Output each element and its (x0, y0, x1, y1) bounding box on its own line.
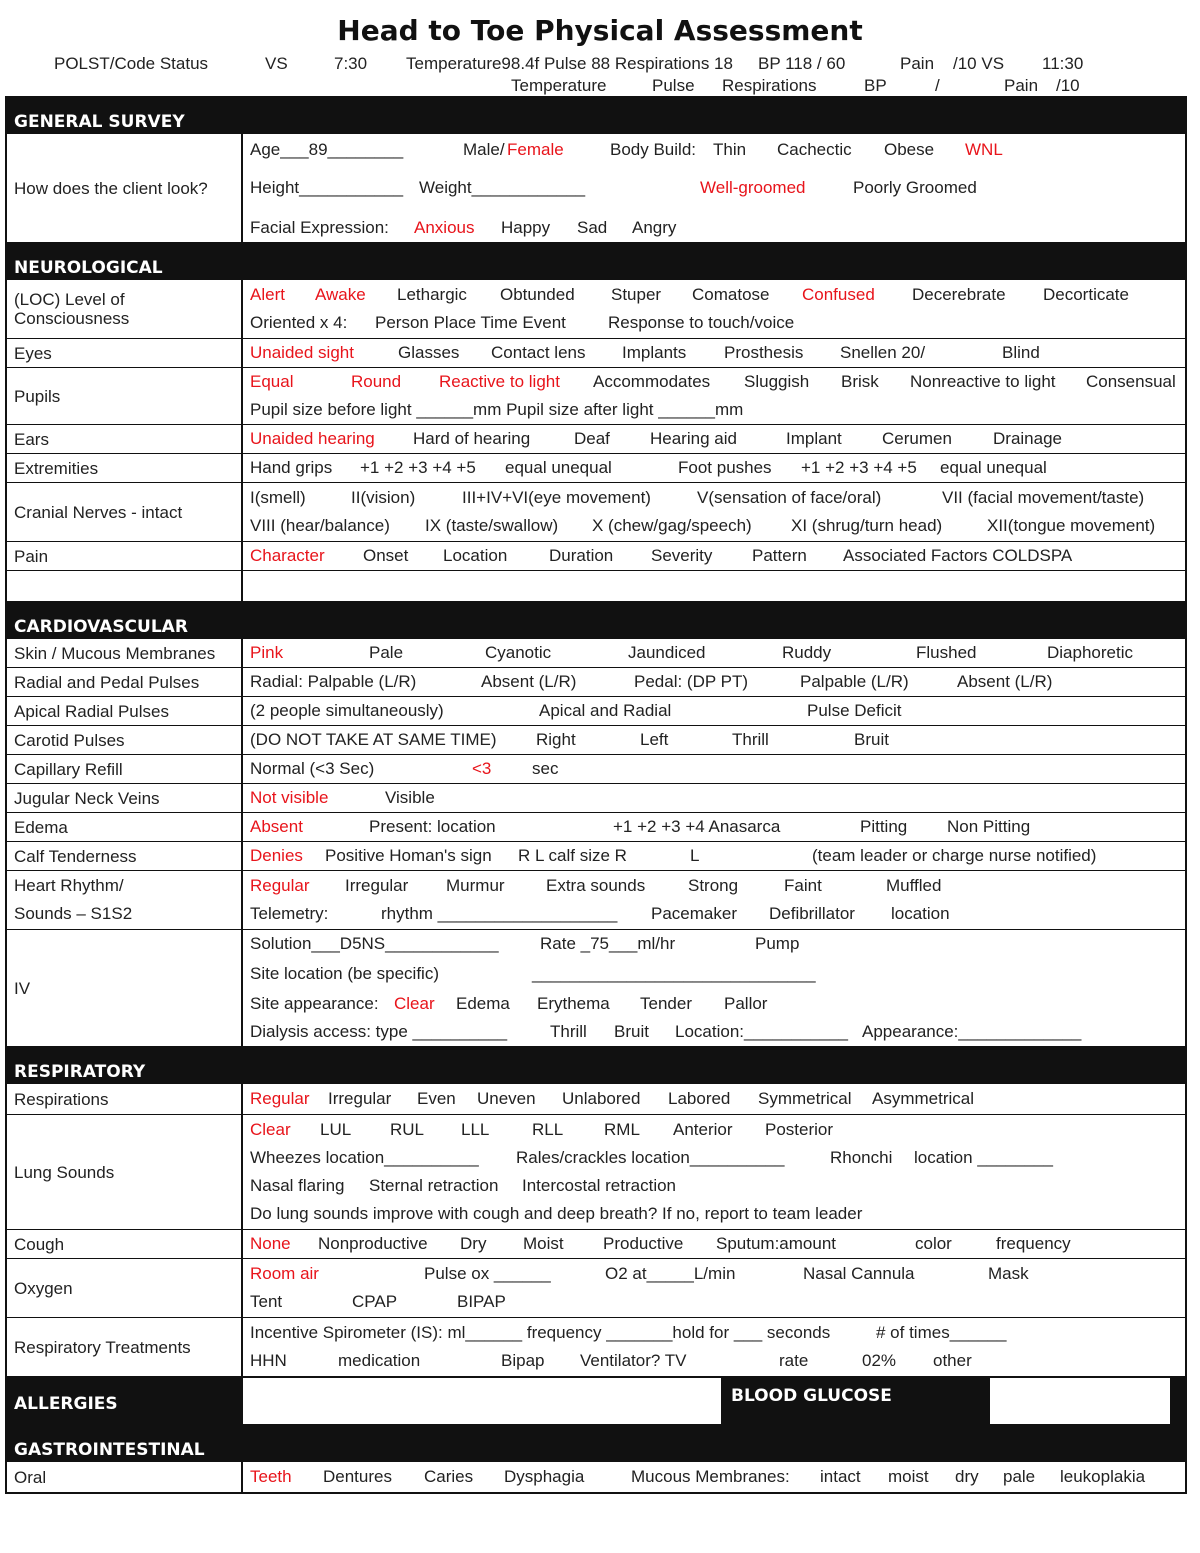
rul-option[interactable]: RUL (390, 1120, 425, 1139)
times-field[interactable]: # of times______ (876, 1323, 1007, 1342)
row-lung-sounds (7, 1114, 1185, 1229)
labored-option[interactable]: Labored (668, 1089, 731, 1108)
row-pupils (7, 367, 1185, 424)
awake-option[interactable]: Awake (315, 285, 366, 304)
cyanotic-option[interactable]: Cyanotic (485, 643, 552, 662)
radial-palpable-option[interactable]: Radial: Palpable (L/R) (250, 672, 417, 691)
ventilator-tv-field[interactable]: Ventilator? TV (580, 1351, 687, 1370)
pitting-option[interactable]: Pitting (860, 817, 908, 836)
incentive-spirometer-field[interactable]: Incentive Spirometer (IS): ml______ frequency _______hold for ___ seconds (250, 1323, 831, 1342)
symmetrical-option[interactable]: Symmetrical (758, 1089, 852, 1108)
nonproductive-option[interactable]: Nonproductive (318, 1234, 428, 1253)
row-capillary (7, 754, 1185, 783)
temp-label-2: Temperature (511, 76, 607, 95)
moist-option[interactable]: Moist (523, 1234, 564, 1253)
dysphagia-option[interactable]: Dysphagia (504, 1467, 585, 1486)
row-calf (7, 841, 1185, 870)
regular-rhythm-option[interactable]: Regular (250, 876, 310, 895)
mucous-membranes-label: Mucous Membranes: (631, 1467, 790, 1486)
cn-ix-option[interactable]: IX (taste/swallow) (425, 516, 559, 535)
cn-viii-option[interactable]: VIII (hear/balance) (250, 516, 390, 535)
cn-v-option[interactable]: V(sensation of face/oral) (697, 488, 882, 507)
female-option[interactable]: Female (507, 140, 564, 159)
medication-option[interactable]: medication (338, 1351, 421, 1370)
pump-option[interactable]: Pump (755, 934, 800, 953)
poorly-groomed-option[interactable]: Poorly Groomed (853, 178, 977, 197)
bp-value: BP 118 / 60 (758, 54, 846, 73)
cn-xii-option[interactable]: XII(tongue movement) (987, 516, 1156, 535)
productive-option[interactable]: Productive (603, 1234, 684, 1253)
row-iv (7, 929, 1185, 1046)
room-air-option[interactable]: Room air (250, 1264, 319, 1283)
severity-option[interactable]: Severity (651, 546, 713, 565)
cn-vii-option[interactable]: VII (facial movement/taste) (942, 488, 1145, 507)
apical-note: (2 people simultaneously) (250, 701, 444, 720)
row-label: Eyes (7, 339, 243, 367)
facial-expression-label: Facial Expression: (250, 218, 389, 237)
asymmetrical-option[interactable]: Asymmetrical (872, 1089, 975, 1108)
comatose-option[interactable]: Comatose (692, 285, 770, 304)
row-ears (7, 424, 1185, 453)
clear-option[interactable]: Clear (394, 994, 435, 1013)
row-label: Calf Tenderness (7, 842, 243, 870)
cpap-option[interactable]: CPAP (352, 1292, 398, 1311)
lul-option[interactable]: LUL (320, 1120, 352, 1139)
sad-option[interactable]: Sad (577, 218, 608, 237)
row-skin (7, 639, 1185, 667)
decorticate-option[interactable]: Decorticate (1043, 285, 1129, 304)
pale-oral-option[interactable]: pale (1003, 1467, 1036, 1486)
notified-note: (team leader or charge nurse notified) (812, 846, 1097, 865)
o2-rate-field[interactable]: O2 at_____L/min (605, 1264, 736, 1283)
row-cranial-nerves (7, 482, 1185, 541)
round-option[interactable]: Round (351, 372, 402, 391)
unlabored-option[interactable]: Unlabored (562, 1089, 641, 1108)
row-carotid (7, 725, 1185, 754)
location-option[interactable]: Location (443, 546, 508, 565)
extra-sounds-option[interactable]: Extra sounds (546, 876, 646, 895)
radial-absent-option[interactable]: Absent (L/R) (481, 672, 577, 691)
implant-option[interactable]: Implant (786, 429, 842, 448)
lll-option[interactable]: LLL (461, 1120, 490, 1139)
cerumen-option[interactable]: Cerumen (882, 429, 952, 448)
section-blood-glucose: BLOOD GLUCOSE (731, 1386, 892, 1406)
tender-option[interactable]: Tender (640, 994, 692, 1013)
pink-option[interactable]: Pink (250, 643, 284, 662)
telemetry-label: Telemetry: (250, 904, 329, 923)
pattern-option[interactable]: Pattern (752, 546, 807, 565)
ruddy-option[interactable]: Ruddy (782, 643, 832, 662)
vs-label: VS (265, 54, 288, 73)
sputum-color-field[interactable]: color (915, 1234, 952, 1253)
drainage-option[interactable]: Drainage (993, 429, 1062, 448)
muffled-option[interactable]: Muffled (886, 876, 942, 895)
decerebrate-option[interactable]: Decerebrate (912, 285, 1006, 304)
duration-option[interactable]: Duration (549, 546, 614, 565)
deaf-option[interactable]: Deaf (574, 429, 610, 448)
orientation-options[interactable]: Person Place Time Event (375, 313, 566, 332)
carotid-note: (DO NOT TAKE AT SAME TIME) (250, 730, 497, 749)
calf-size-left[interactable]: L (690, 846, 700, 865)
wnl-option[interactable]: WNL (965, 140, 1003, 159)
pain-scale-vs: /10 VS (953, 54, 1005, 73)
stuper-option[interactable]: Stuper (611, 285, 662, 304)
iv-rate-field[interactable]: Rate _75___ml/hr (540, 934, 676, 953)
row-label: Respirations (7, 1084, 243, 1114)
pale-option[interactable]: Pale (369, 643, 404, 662)
implants-option[interactable]: Implants (622, 343, 687, 362)
blank-cell[interactable] (243, 571, 1185, 601)
dentures-option[interactable]: Dentures (323, 1467, 392, 1486)
row-label: Apical Radial Pulses (7, 697, 243, 725)
even-option[interactable]: Even (417, 1089, 456, 1108)
unaided-hearing-option[interactable]: Unaided hearing (250, 429, 375, 448)
clear-lung-option[interactable]: Clear (250, 1120, 291, 1139)
resp-label-2: Respirations (722, 76, 817, 95)
polst-label: POLST/Code Status (54, 54, 209, 73)
blind-option[interactable]: Blind (1002, 343, 1040, 362)
height-field[interactable]: Height___________ (250, 178, 404, 197)
tent-option[interactable]: Tent (250, 1292, 283, 1311)
blood-glucose-field[interactable] (990, 1378, 1170, 1424)
site-appearance-label: Site appearance: (250, 994, 379, 1013)
pallor-option[interactable]: Pallor (724, 994, 768, 1013)
happy-option[interactable]: Happy (501, 218, 551, 237)
pedal-palpable-option[interactable]: Palpable (L/R) (800, 672, 909, 691)
row-label: Extremities (7, 454, 243, 482)
associated-factors-option[interactable]: Associated Factors COLDSPA (843, 546, 1073, 565)
obese-option[interactable]: Obese (884, 140, 935, 159)
pain-scale-2: /10 (1056, 76, 1080, 95)
row-label: Pain (7, 542, 243, 570)
uneven-option[interactable]: Uneven (477, 1089, 536, 1108)
unaided-sight-option[interactable]: Unaided sight (250, 343, 354, 362)
accommodates-option[interactable]: Accommodates (593, 372, 711, 391)
row-label: Cranial Nerves - intact (7, 483, 243, 541)
teeth-option[interactable]: Teeth (250, 1467, 292, 1486)
vital-signs-header (0, 54, 1200, 94)
dry-option[interactable]: Dry (460, 1234, 487, 1253)
cachectic-option[interactable]: Cachectic (777, 140, 852, 159)
row-jugular (7, 783, 1185, 812)
intact-option[interactable]: intact (820, 1467, 861, 1486)
dialysis-type-field[interactable]: Dialysis access: type __________ (250, 1022, 508, 1041)
moist-oral-option[interactable]: moist (888, 1467, 929, 1486)
response-option[interactable]: Response to touch/voice (608, 313, 795, 332)
row-label: (LOC) Level of Consciousness (7, 280, 243, 338)
row-pain (7, 541, 1185, 570)
hard-of-hearing-option[interactable]: Hard of hearing (413, 429, 531, 448)
cn-i-option[interactable]: I(smell) (250, 488, 306, 507)
none-option[interactable]: None (250, 1234, 291, 1253)
row-edema (7, 812, 1185, 841)
intercostal-retraction-option[interactable]: Intercostal retraction (522, 1176, 677, 1195)
left-option[interactable]: Left (640, 730, 669, 749)
cough-improve-question: Do lung sounds improve with cough and deep breath? If no, report to team leader (250, 1204, 863, 1223)
male-option[interactable]: Male/ (463, 140, 505, 159)
allergies-field[interactable] (243, 1378, 721, 1424)
pedal-absent-option[interactable]: Absent (L/R) (957, 672, 1053, 691)
section-general-survey: GENERAL SURVEY (7, 96, 1185, 134)
calf-size-field[interactable]: R L calf size R (518, 846, 627, 865)
reactive-option[interactable]: Reactive to light (439, 372, 560, 391)
row-respirations (7, 1084, 1185, 1114)
non-pitting-option[interactable]: Non Pitting (947, 817, 1031, 836)
row-heart (7, 870, 1185, 929)
erythema-option[interactable]: Erythema (537, 994, 610, 1013)
wheezes-field[interactable]: Wheezes location__________ (250, 1148, 479, 1167)
posterior-option[interactable]: Posterior (765, 1120, 834, 1139)
row-eyes (7, 338, 1185, 367)
row-allergies-glucose (7, 1376, 1185, 1426)
row-label: Capillary Refill (7, 755, 243, 783)
mask-option[interactable]: Mask (988, 1264, 1029, 1283)
sec-label: sec (532, 759, 559, 778)
anxious-option[interactable]: Anxious (414, 218, 475, 237)
edema-scale[interactable]: +1 +2 +3 +4 Anasarca (613, 817, 781, 836)
pulse-label-2: Pulse (652, 76, 695, 95)
section-neurological: NEUROLOGICAL (7, 242, 1185, 280)
vs-time-2: 11:30 (1042, 54, 1084, 73)
sputum-amount-field[interactable]: Sputum:amount (716, 1234, 837, 1253)
row-general (7, 134, 1185, 242)
bp-label-2: BP (864, 76, 887, 95)
onset-option[interactable]: Onset (363, 546, 409, 565)
pupil-size-field[interactable]: Pupil size before light ______mm Pupil size after light ______mm (250, 400, 744, 419)
snellen-field[interactable]: Snellen 20/ (840, 343, 926, 362)
homans-sign-option[interactable]: Positive Homan's sign (325, 846, 492, 865)
weight-field[interactable]: Weight____________ (419, 178, 586, 197)
rll-option[interactable]: RLL (532, 1120, 564, 1139)
section-cardiovascular: CARDIOVASCULAR (7, 601, 1185, 639)
well-groomed-option[interactable]: Well-groomed (700, 178, 806, 197)
strong-option[interactable]: Strong (688, 876, 739, 895)
row-label: Carotid Pulses (7, 726, 243, 754)
row-label: Edema (7, 813, 243, 841)
rales-field[interactable]: Rales/crackles location__________ (516, 1148, 785, 1167)
denies-option[interactable]: Denies (250, 846, 303, 865)
section-gastrointestinal: GASTROINTESTINAL (7, 1426, 1185, 1462)
refill-value[interactable]: <3 (472, 759, 492, 778)
defibrillator-option[interactable]: Defibrillator (769, 904, 855, 923)
hearing-aid-option[interactable]: Hearing aid (650, 429, 737, 448)
pulse-ox-field[interactable]: Pulse ox ______ (424, 1264, 551, 1283)
rhonchi-location-field[interactable]: location ________ (914, 1148, 1053, 1167)
row-label: IV (7, 930, 243, 1046)
bipap-treat-option[interactable]: Bipap (501, 1351, 545, 1370)
leukoplakia-option[interactable]: leukoplakia (1060, 1467, 1146, 1486)
confused-option[interactable]: Confused (802, 285, 875, 304)
row-label: How does the client look? (7, 134, 243, 242)
site-location-field[interactable]: ______________________________ (532, 964, 816, 983)
nasal-cannula-option[interactable]: Nasal Cannula (803, 1264, 915, 1283)
oriented-label: Oriented x 4: (250, 313, 348, 332)
contact-lens-option[interactable]: Contact lens (491, 343, 586, 362)
caries-option[interactable]: Caries (424, 1467, 474, 1486)
blank-label (7, 571, 243, 601)
nasal-flaring-option[interactable]: Nasal flaring (250, 1176, 345, 1195)
pedal-label: Pedal: (DP PT) (634, 672, 749, 691)
visible-option[interactable]: Visible (385, 788, 435, 807)
consensual-option[interactable]: Consensual (1086, 372, 1176, 391)
heart-label-1: Heart Rhythm/ (14, 876, 124, 895)
foot-equal-option[interactable]: equal unequal (940, 458, 1047, 477)
hand-grip-scale[interactable]: +1 +2 +3 +4 +5 (360, 458, 476, 477)
cn-iii-iv-vi-option[interactable]: III+IV+VI(eye movement) (462, 488, 651, 507)
dialysis-location-field[interactable]: Location:___________ (675, 1022, 848, 1041)
apical-radial-option[interactable]: Apical and Radial (539, 701, 672, 720)
row-label: Skin / Mucous Membranes (7, 639, 243, 667)
row-cough (7, 1229, 1185, 1258)
row-oxygen (7, 1258, 1185, 1317)
row-radial-pedal (7, 667, 1185, 696)
cn-xi-option[interactable]: XI (shrug/turn head) (791, 516, 943, 535)
row-oral (7, 1462, 1185, 1492)
dialysis-bruit-option[interactable]: Bruit (614, 1022, 649, 1041)
dialysis-appearance-field[interactable]: Appearance:_____________ (862, 1022, 1082, 1041)
sputum-frequency-field[interactable]: frequency (996, 1234, 1071, 1253)
row-label: Respiratory Treatments (7, 1318, 243, 1376)
heart-label-2: Sounds – S1S2 (14, 904, 133, 923)
diaphoretic-option[interactable]: Diaphoretic (1047, 643, 1133, 662)
age-field[interactable]: Age___89________ (250, 140, 404, 159)
row-label (7, 871, 243, 929)
faint-option[interactable]: Faint (784, 876, 822, 895)
device-location-option[interactable]: location (891, 904, 950, 923)
alert-option[interactable]: Alert (250, 285, 285, 304)
flushed-option[interactable]: Flushed (916, 643, 977, 662)
foot-pushes-label: Foot pushes (678, 458, 772, 477)
row-label: Oxygen (7, 1259, 243, 1317)
sluggish-option[interactable]: Sluggish (744, 372, 810, 391)
thrill-option[interactable]: Thrill (732, 730, 769, 749)
row-label: Oral (7, 1462, 243, 1492)
row-blank (7, 570, 1185, 601)
lethargic-option[interactable]: Lethargic (397, 285, 467, 304)
row-label: Lung Sounds (7, 1115, 243, 1229)
irregular-rhythm-option[interactable]: Irregular (345, 876, 409, 895)
thin-option[interactable]: Thin (713, 140, 747, 159)
not-visible-option[interactable]: Not visible (250, 788, 329, 807)
glasses-option[interactable]: Glasses (398, 343, 460, 362)
section-respiratory: RESPIRATORY (7, 1046, 1185, 1084)
pacemaker-option[interactable]: Pacemaker (651, 904, 737, 923)
dry-oral-option[interactable]: dry (955, 1467, 979, 1486)
site-location-label: Site location (be specific) (250, 964, 439, 983)
edema-iv-option[interactable]: Edema (456, 994, 510, 1013)
other-field[interactable]: other (933, 1351, 972, 1370)
rhythm-field[interactable]: rhythm ___________________ (381, 904, 618, 923)
brisk-option[interactable]: Brisk (841, 372, 879, 391)
vs-values-1: Temperature98.4f Pulse 88 Respirations 18 (406, 54, 733, 73)
foot-push-scale[interactable]: +1 +2 +3 +4 +5 (801, 458, 917, 477)
character-option[interactable]: Character (250, 546, 325, 565)
pain-label: Pain (900, 54, 935, 73)
irregular-resp-option[interactable]: Irregular (328, 1089, 392, 1108)
page-title: Head to Toe Physical Assessment (337, 14, 863, 47)
hhn-option[interactable]: HHN (250, 1351, 287, 1370)
iv-solution-field[interactable]: Solution___D5NS____________ (250, 934, 499, 953)
hand-equal-option[interactable]: equal unequal (505, 458, 612, 477)
prosthesis-option[interactable]: Prosthesis (724, 343, 804, 362)
right-option[interactable]: Right (536, 730, 576, 749)
nonreactive-option[interactable]: Nonreactive to light (910, 372, 1056, 391)
bp-slash-2: / (935, 76, 940, 95)
row-label: Pupils (7, 368, 243, 424)
body-build-label: Body Build: (610, 140, 696, 159)
row-resp-treatments (7, 1317, 1185, 1376)
vs-time-1: 7:30 (334, 54, 368, 73)
rhonchi-option[interactable]: Rhonchi (830, 1148, 893, 1167)
cn-ii-option[interactable]: II(vision) (351, 488, 416, 507)
row-apical (7, 696, 1185, 725)
row-label: Jugular Neck Veins (7, 784, 243, 812)
obtunded-option[interactable]: Obtunded (500, 285, 575, 304)
row-label: Cough (7, 1230, 243, 1258)
absent-option[interactable]: Absent (250, 817, 303, 836)
row-label: Ears (7, 425, 243, 453)
sternal-retraction-option[interactable]: Sternal retraction (369, 1176, 499, 1195)
angry-option[interactable]: Angry (632, 218, 677, 237)
section-allergies: ALLERGIES (14, 1394, 118, 1414)
anterior-option[interactable]: Anterior (673, 1120, 733, 1139)
vent-rate-field[interactable]: rate (779, 1351, 809, 1370)
row-label: Radial and Pedal Pulses (7, 668, 243, 696)
normal-refill-option[interactable]: Normal (<3 Sec) (250, 759, 375, 778)
hand-grips-label: Hand grips (250, 458, 333, 477)
bipap-option[interactable]: BIPAP (457, 1292, 506, 1311)
bruit-option[interactable]: Bruit (854, 730, 889, 749)
dialysis-thrill-option[interactable]: Thrill (550, 1022, 587, 1041)
assessment-form (5, 96, 1187, 1494)
jaundiced-option[interactable]: Jaundiced (628, 643, 706, 662)
murmur-option[interactable]: Murmur (446, 876, 505, 895)
rml-option[interactable]: RML (604, 1120, 640, 1139)
o2-percent-field[interactable]: 02% (862, 1351, 897, 1370)
pulse-deficit-option[interactable]: Pulse Deficit (807, 701, 902, 720)
equal-option[interactable]: Equal (250, 372, 294, 391)
row-loc (7, 280, 1185, 338)
regular-resp-option[interactable]: Regular (250, 1089, 310, 1108)
cn-x-option[interactable]: X (chew/gag/speech) (592, 516, 752, 535)
pain-label-2: Pain (1004, 76, 1039, 95)
present-location-option[interactable]: Present: location (369, 817, 496, 836)
row-extremities (7, 453, 1185, 482)
